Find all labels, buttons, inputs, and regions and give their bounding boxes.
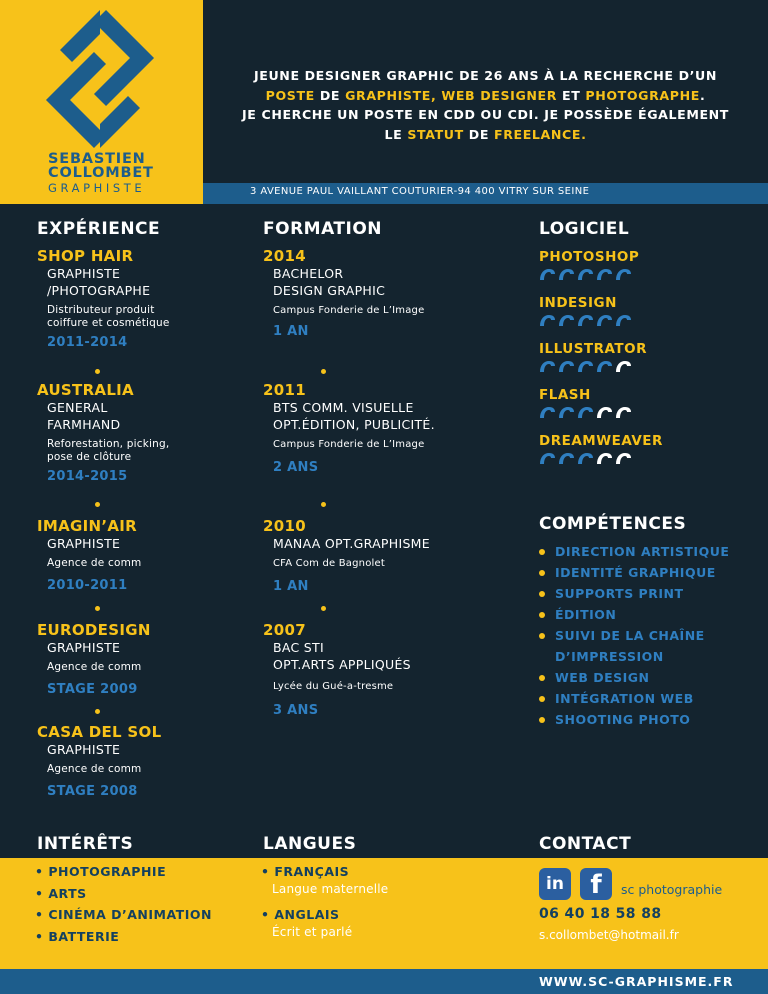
- experience-item: [37, 247, 170, 350]
- experience-desc: coiffure et cosmétique: [47, 316, 170, 329]
- formation-degree: OPT.ARTS APPLIQUÉS: [273, 657, 411, 672]
- formation-item: [263, 381, 435, 475]
- experience-item: [37, 723, 161, 799]
- rating-filled-icon: [558, 452, 575, 465]
- interest-item: • ARTS: [35, 885, 87, 901]
- experience-item: [37, 517, 141, 593]
- rating-empty-icon: [615, 452, 632, 465]
- skill-rating: [539, 406, 632, 419]
- experience-role: FARMHAND: [47, 417, 121, 432]
- rating-filled-icon: [539, 406, 556, 419]
- rating-filled-icon: [558, 360, 575, 373]
- rating-filled-icon: [558, 406, 575, 419]
- language-name: • FRANÇAIS: [261, 864, 350, 879]
- interest-item: • CINÉMA D’ANIMATION: [35, 907, 212, 922]
- intro-text: [203, 66, 768, 144]
- experience-company: CASA DEL SOL: [37, 723, 162, 741]
- language-level: Langue maternelle: [272, 882, 389, 896]
- skills-title: COMPÉTENCES: [539, 514, 687, 534]
- rating-filled-icon: [596, 268, 613, 281]
- logo-last-name: COLLOMBET: [48, 165, 154, 181]
- rating-filled-icon: [539, 314, 556, 327]
- interests-list: [35, 861, 212, 947]
- skill-rating: [539, 268, 639, 281]
- experience-desc: Distributeur produit: [47, 304, 155, 316]
- rating-empty-icon: [596, 452, 613, 465]
- address-bar: [203, 183, 768, 204]
- formation-year: 2010: [263, 517, 306, 535]
- skills-list: [539, 541, 729, 730]
- experience-role: GENERAL: [47, 400, 108, 415]
- experience-period: 2010-2011: [47, 577, 128, 593]
- intro-line-4: LE STATUT DE FREELANCE.: [384, 126, 587, 142]
- formation-degree: OPT.ÉDITION, PUBLICITÉ.: [273, 417, 435, 432]
- formation-year: 2011: [263, 381, 306, 399]
- rating-filled-icon: [539, 360, 556, 373]
- language-item: [261, 864, 388, 896]
- skill-item: SUIVI DE LA CHAÎNE: [539, 625, 729, 646]
- formation-school: Lycée du Gué-a-tresme: [273, 681, 394, 692]
- experience-period: STAGE 2008: [47, 783, 138, 799]
- software-name: INDESIGN: [539, 295, 617, 311]
- experience-desc: pose de clôture: [47, 450, 132, 463]
- software-name: FLASH: [539, 387, 591, 403]
- software-name: PHOTOSHOP: [539, 249, 640, 265]
- experience-company: EURODESIGN: [37, 621, 151, 639]
- experience-role: GRAPHISTE: [47, 536, 121, 551]
- experience-period: 2011-2014: [47, 335, 128, 350]
- separator-dot: [95, 502, 100, 507]
- formation-degree: BAC STI: [273, 640, 324, 655]
- software-item: [539, 295, 632, 327]
- formation-year: 2007: [263, 621, 306, 639]
- software-item: [539, 249, 639, 281]
- formation-item: [263, 247, 424, 339]
- experience-title: EXPÉRIENCE: [37, 219, 161, 239]
- rating-filled-icon: [558, 314, 575, 327]
- website-bar: [0, 969, 768, 994]
- facebook-icon[interactable]: f: [580, 868, 612, 900]
- software-item: [539, 433, 663, 465]
- separator-dot: [321, 502, 326, 507]
- experience-company: SHOP HAIR: [37, 247, 134, 265]
- skill-item: ÉDITION: [539, 604, 729, 625]
- formation-title: FORMATION: [263, 219, 383, 239]
- rating-filled-icon: [558, 268, 575, 281]
- experience-company: AUSTRALIA: [37, 381, 134, 399]
- linkedin-icon[interactable]: in: [539, 868, 571, 900]
- skill-item: INTÉGRATION WEB: [539, 688, 729, 709]
- experience-period: 2014-2015: [47, 469, 128, 484]
- logo-mark-icon: [42, 6, 160, 152]
- intro-line-1: JEUNE DESIGNER GRAPHIC DE 26 ANS À LA RECHERCHE D’UN: [253, 68, 717, 83]
- separator-dot: [95, 709, 100, 714]
- rating-empty-icon: [615, 406, 632, 419]
- experience-desc: Agence de comm: [47, 763, 142, 775]
- skill-item: IDENTITÉ GRAPHIQUE: [539, 562, 729, 583]
- experience-company: IMAGIN’AIR: [37, 517, 138, 535]
- formation-duration: 2 ANS: [273, 459, 319, 475]
- formation-item: [263, 517, 430, 594]
- formation-degree: MANAA OPT.GRAPHISME: [273, 536, 430, 551]
- experience-desc: Reforestation, picking,: [47, 438, 170, 450]
- formation-degree: DESIGN GRAPHIC: [273, 283, 386, 298]
- languages-title: LANGUES: [263, 834, 357, 854]
- experience-item: [37, 381, 169, 484]
- formation-duration: 1 AN: [273, 323, 309, 339]
- interests-title: INTÉRÊTS: [37, 834, 134, 854]
- separator-dot: [321, 606, 326, 611]
- software-title: LOGICIEL: [539, 219, 630, 239]
- rating-filled-icon: [539, 452, 556, 465]
- rating-filled-icon: [577, 452, 594, 465]
- rating-filled-icon: [577, 360, 594, 373]
- experience-period: STAGE 2009: [47, 681, 138, 697]
- social-handle[interactable]: sc photographie: [621, 882, 723, 897]
- rating-empty-icon: [596, 406, 613, 419]
- skill-rating: [539, 360, 647, 373]
- language-name: • ANGLAIS: [261, 907, 340, 922]
- skill-item: DIRECTION ARTISTIQUE: [539, 541, 729, 562]
- skill-item-continued: D’IMPRESSION: [555, 649, 664, 664]
- experience-role: GRAPHISTE: [47, 266, 121, 281]
- experience-role: GRAPHISTE: [47, 640, 121, 655]
- software-item: [539, 387, 632, 419]
- formation-item: [263, 621, 411, 718]
- formation-school: Campus Fonderie de L’Image: [273, 439, 425, 450]
- language-item: [261, 907, 352, 939]
- intro-line-2: POSTE DE GRAPHISTE, WEB DESIGNER ET PHOTOGRAPHE.: [265, 87, 706, 103]
- skill-rating: [539, 314, 632, 327]
- experience-role: GRAPHISTE: [47, 742, 121, 757]
- software-name: ILLUSTRATOR: [539, 341, 648, 357]
- website-link[interactable]: WWW.SC-GRAPHISME.FR: [539, 974, 734, 989]
- rating-filled-icon: [577, 406, 594, 419]
- skill-item: WEB DESIGN: [539, 667, 729, 688]
- experience-desc: Agence de comm: [47, 661, 142, 673]
- separator-dot: [321, 369, 326, 374]
- rating-filled-icon: [596, 360, 613, 373]
- rating-filled-icon: [596, 314, 613, 327]
- rating-filled-icon: [615, 268, 632, 281]
- rating-empty-icon: [615, 360, 632, 373]
- interest-item: • BATTERIE: [35, 928, 120, 944]
- formation-year: 2014: [263, 247, 306, 265]
- formation-degree: BACHELOR: [273, 266, 344, 281]
- software-name: DREAMWEAVER: [539, 433, 663, 449]
- logo-block: [0, 0, 203, 204]
- logo-subtitle: GRAPHISTE: [48, 181, 146, 195]
- experience-role: /PHOTOGRAPHE: [47, 283, 151, 298]
- address-text: 3 AVENUE PAUL VAILLANT COUTURIER-94 400 VITRY SUR SEINE: [250, 186, 590, 197]
- skill-item: SUPPORTS PRINT: [539, 583, 729, 604]
- skill-item: SHOOTING PHOTO: [539, 709, 729, 730]
- rating-filled-icon: [577, 268, 594, 281]
- software-item: [539, 341, 647, 373]
- intro-line-3: JE CHERCHE UN POSTE EN CDD OU CDI. JE POSSÈDE ÉGALEMENT: [242, 107, 729, 122]
- interest-item: • PHOTOGRAPHIE: [35, 864, 167, 879]
- contact-title: CONTACT: [539, 834, 632, 854]
- separator-dot: [95, 369, 100, 374]
- separator-dot: [95, 606, 100, 611]
- rating-filled-icon: [577, 314, 594, 327]
- formation-degree: BTS COMM. VISUELLE: [273, 400, 414, 415]
- formation-school: Campus Fonderie de L’Image: [273, 305, 425, 316]
- phone-number[interactable]: 06 40 18 58 88: [539, 906, 662, 922]
- formation-duration: 1 AN: [273, 578, 309, 594]
- experience-desc: Agence de comm: [47, 557, 142, 569]
- logo-first-name: SEBASTIEN: [48, 151, 146, 167]
- rating-filled-icon: [615, 314, 632, 327]
- rating-filled-icon: [539, 268, 556, 281]
- skill-rating: [539, 452, 663, 465]
- formation-duration: 3 ANS: [273, 702, 319, 718]
- experience-item: [37, 621, 151, 697]
- email-link[interactable]: s.collombet@hotmail.fr: [539, 928, 679, 942]
- language-level: Écrit et parlé: [272, 925, 353, 939]
- formation-school: CFA Com de Bagnolet: [273, 558, 385, 569]
